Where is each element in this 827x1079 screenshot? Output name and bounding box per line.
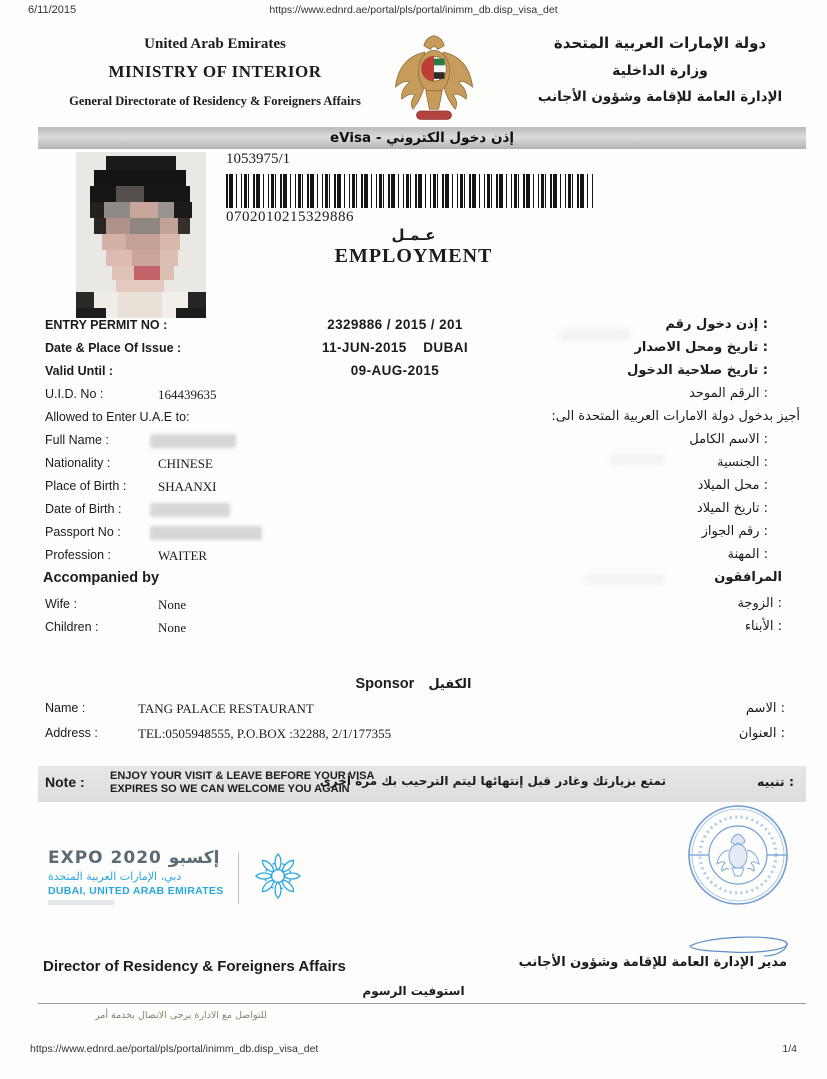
uae-falcon-emblem-icon: [388, 30, 480, 129]
visa-type-ar: عـمـل: [391, 226, 436, 244]
field-label-en: ENTRY PERMIT NO :: [45, 318, 168, 332]
field-label-ar: الجنسية :: [717, 455, 768, 470]
country-name-ar: دولة الإمارات العربية المتحدة: [553, 34, 767, 52]
note-text-line1: ENJOY YOUR VISIT & LEAVE BEFORE YOUR VISA: [110, 770, 375, 782]
field-label-ar: الاسم :: [745, 701, 785, 716]
evisa-banner: إذن دخول الكتروني - eVisa: [38, 127, 806, 149]
sponsor-name-row: [0, 701, 827, 726]
field-value: None: [158, 597, 187, 612]
field-value: 164439635: [158, 387, 217, 402]
directorate-name-ar: الإدارة العامة للإقامة وشؤون الأجانب: [537, 89, 783, 105]
field-row-wife: [0, 595, 827, 618]
footer-divider: [38, 1003, 806, 1004]
field-row-entry-permit: [0, 316, 827, 339]
sponsor-title-en: Sponsor: [355, 676, 415, 692]
scan-artifact: [585, 575, 665, 584]
expo-divider: [238, 852, 239, 904]
director-title-ar: مدير الإدارة العامة للإقامة وشؤون الأجانب: [518, 955, 787, 970]
visa-fields: [0, 316, 827, 641]
field-label-ar: إذن دخول رقم :: [665, 317, 768, 332]
footer-page-number: 1/4: [782, 1043, 797, 1055]
note-text-ar: تمتع بزيارتك وغادر قبل إنتهائها ليتم الترحيب بك مرة أخرى: [319, 774, 666, 788]
visa-file-number: 1053975/1: [226, 151, 291, 167]
expo-2020-logo: [48, 848, 278, 905]
field-value: None: [158, 620, 187, 635]
field-row-issue: [0, 339, 827, 362]
field-label-en: Profession :: [45, 548, 112, 562]
scan-artifact: [560, 330, 630, 340]
field-row-nationality: [0, 454, 827, 477]
field-row-place-of-birth: [0, 477, 827, 500]
redacted-value: [150, 503, 230, 517]
field-label-en: Valid Until :: [45, 364, 114, 378]
footer-url: https://www.ednrd.ae/portal/pls/portal/inimm_db.disp_visa_det: [30, 1043, 319, 1055]
field-label-ar: تاريخ الميلاد :: [696, 501, 768, 516]
field-label-en: Passport No :: [45, 525, 121, 539]
sponsor-header: [0, 676, 827, 692]
scan-artifact: [610, 455, 665, 464]
expo-candidate-line: [48, 900, 168, 905]
field-label-en: Date & Place Of Issue :: [45, 341, 182, 355]
expo-subtitle-en: DUBAI, UNITED ARAB EMIRATES: [48, 885, 224, 897]
field-value: WAITER: [158, 548, 208, 563]
field-label-en: Nationality :: [45, 456, 111, 470]
sponsor-title-ar: الكفيل: [428, 677, 472, 692]
field-label-en: Name :: [45, 701, 86, 715]
field-label-ar: الأبناء :: [744, 619, 782, 634]
contact-note-ar: للتواصل مع الادارة يرجى الاتصال بخدمة أمر: [95, 1010, 267, 1021]
field-row-full-name: [0, 431, 827, 454]
field-row-passport: [0, 523, 827, 546]
field-label-ar: الرقم الموحد :: [689, 386, 768, 401]
note-band: [38, 766, 806, 802]
field-label-ar: تاريخ ومحل الاصدار :: [634, 340, 768, 355]
field-row-allowed-to-enter: [0, 408, 827, 431]
field-value: CHINESE: [158, 456, 213, 471]
field-label-ar: العنوان :: [738, 726, 785, 741]
ministry-name: MINISTRY OF INTERIOR: [108, 62, 322, 81]
barcode-number: 0702010215329886: [226, 209, 354, 225]
field-label-en: Place of Birth :: [45, 479, 127, 493]
field-label-en: Wife :: [45, 597, 77, 611]
note-label-ar: تنبيه :: [757, 774, 794, 789]
field-row-children: [0, 618, 827, 641]
directorate-name: General Directorate of Residency & Foreigners Affairs: [69, 94, 361, 108]
print-date: 6/11/2015: [28, 4, 77, 16]
director-title-en: Director of Residency & Foreigners Affairs: [43, 958, 346, 975]
field-label-ar: أجيز بدخول دولة الامارات العربية المتحدة الى:: [551, 409, 800, 424]
field-label-ar: الزوجة :: [737, 596, 782, 611]
field-row-valid-until: [0, 362, 827, 385]
field-value: TANG PALACE RESTAURANT: [138, 701, 314, 716]
visa-type-en: EMPLOYMENT: [334, 245, 493, 267]
note-label-en: Note :: [45, 774, 85, 790]
accompanied-by-header: [0, 569, 827, 595]
ministry-round-stamp-icon: [668, 798, 808, 973]
field-row-uid: [0, 385, 827, 408]
expo-subtitle-ar: دبي، الإمارات العربية المتحدة: [48, 870, 182, 883]
field-value: 11-JUN-2015 DUBAI: [321, 340, 469, 355]
ministry-header-en: [55, 36, 375, 109]
ministry-name-ar: وزارة الداخلية: [612, 63, 708, 79]
field-label-en: Address :: [45, 726, 98, 740]
sponsor-address-row: [0, 726, 827, 751]
accompanied-title-ar: المرافقون: [714, 570, 782, 585]
accompanied-title-en: Accompanied by: [43, 570, 160, 586]
field-label-en: U.I.D. No :: [45, 387, 104, 401]
expo-title: EXPO 2020 إكسبو: [48, 848, 220, 868]
fees-collected-ar: استوفيت الرسوم: [362, 984, 465, 998]
field-label-ar: المهنة :: [727, 547, 768, 562]
field-label-en: Allowed to Enter U.A.E to:: [45, 410, 190, 424]
field-value: 09-AUG-2015: [350, 363, 440, 378]
field-label-en: Children :: [45, 620, 99, 634]
field-label-ar: رقم الجواز :: [701, 524, 768, 539]
field-value: TEL:0505948555, P.O.BOX :32288, 2/1/177355: [138, 726, 392, 741]
barcode: [226, 174, 594, 208]
field-label-en: Date of Birth :: [45, 502, 122, 516]
note-text-line2: EXPIRES SO WE CAN WELCOME YOU AGAIN: [110, 783, 350, 795]
field-row-date-of-birth: [0, 500, 827, 523]
field-label-ar: تاريخ صلاحية الدخول :: [627, 363, 768, 378]
field-value: 2329886 / 2015 / 201: [327, 317, 463, 332]
field-value: SHAANXI: [158, 479, 217, 494]
field-label-ar: الاسم الكامل :: [689, 432, 768, 447]
country-name: United Arab Emirates: [144, 36, 286, 52]
print-url: https://www.ednrd.ae/portal/pls/portal/inimm_db.disp_visa_det: [269, 4, 558, 16]
ministry-header-ar: [515, 34, 805, 105]
expo-flower-icon: [252, 850, 304, 907]
field-row-profession: [0, 546, 827, 569]
redacted-value: [150, 526, 262, 540]
redacted-value: [150, 434, 236, 448]
field-label-en: Full Name :: [45, 433, 109, 447]
field-label-ar: محل الميلاد :: [697, 478, 768, 493]
